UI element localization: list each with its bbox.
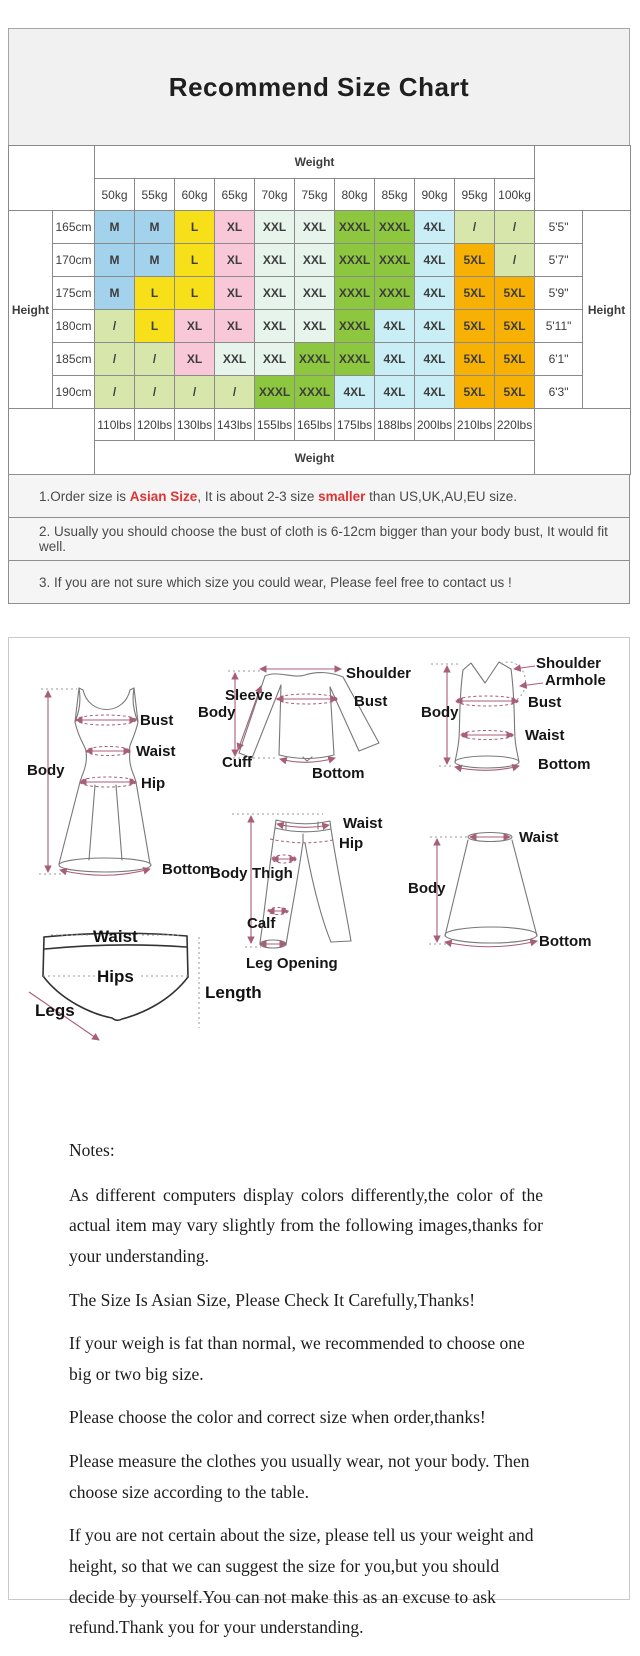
size-cell: /	[495, 244, 535, 277]
weight-header-bottom: Weight	[95, 441, 535, 475]
dress-body-label: Body	[27, 762, 65, 779]
size-cell: XXL	[295, 310, 335, 343]
pants-body-label: Body	[210, 865, 248, 882]
size-cell: /	[95, 343, 135, 376]
notes-heading: Notes:	[69, 1140, 115, 1160]
size-cell: XL	[175, 310, 215, 343]
vest-body-label: Body	[421, 704, 459, 721]
height-cm-cell: 185cm	[53, 343, 95, 376]
order-note-1	[8, 474, 630, 518]
weight-lbs-cell: 155lbs	[255, 409, 295, 441]
size-cell: 4XL	[415, 343, 455, 376]
height-ft-cell: 6'3"	[535, 376, 583, 409]
order-note-text	[39, 575, 512, 590]
shirt-bottom-label: Bottom	[312, 765, 365, 782]
weight-lbs-cell: 210lbs	[455, 409, 495, 441]
size-cell: M	[95, 211, 135, 244]
order-note-highlight: Asian Size	[129, 488, 198, 504]
notes-paragraphs	[69, 1180, 543, 1643]
size-cell: /	[175, 376, 215, 409]
note-paragraph: The Size Is Asian Size, Please Check It Carefully,Thanks!	[69, 1289, 476, 1310]
note-paragraph: If your weigh is fat than normal, we recommended to choose one big or two big size.	[69, 1333, 525, 1384]
height-ft-cell: 6'1"	[535, 343, 583, 376]
weight-lbs-cell: 220lbs	[495, 409, 535, 441]
note-paragraph: Please measure the clothes you usually wear, not your body. Then choose size according to the table.	[69, 1451, 530, 1502]
skirt-bottom-label: Bottom	[539, 933, 592, 950]
briefs-diagram	[29, 927, 262, 1040]
note-paragraph: Please choose the color and correct size when order,thanks!	[69, 1407, 486, 1428]
order-note-highlight: smaller	[318, 488, 366, 504]
dress-diagram	[27, 688, 215, 878]
measurement-diagrams	[9, 638, 629, 1068]
vest-bottom-label: Bottom	[538, 756, 591, 773]
size-cell: 4XL	[335, 376, 375, 409]
size-cell: XXL	[215, 343, 255, 376]
skirt-body-label: Body	[408, 880, 446, 897]
height-ft-cell: 5'11"	[535, 310, 583, 343]
dress-waist-label: Waist	[136, 743, 176, 760]
size-cell: 4XL	[375, 343, 415, 376]
size-cell: XXXL	[335, 244, 375, 277]
weight-kg-cell: 70kg	[255, 179, 295, 211]
table-corner-top-left	[9, 146, 95, 211]
table-corner-top-right	[535, 146, 631, 211]
note-paragraph: As different computers display colors differently,the color of the actual item may vary slightly from the following images,thanks for your understanding.	[69, 1184, 543, 1266]
briefs-waist-label: Waist	[93, 927, 138, 946]
size-cell: XL	[215, 211, 255, 244]
size-cell: L	[175, 211, 215, 244]
size-cell: XXL	[255, 277, 295, 310]
weight-lbs-cell: 120lbs	[135, 409, 175, 441]
bottom-notes-section	[69, 1135, 543, 1656]
briefs-legs-label: Legs	[35, 1001, 75, 1020]
size-cell: 5XL	[495, 277, 535, 310]
size-cell: 5XL	[455, 277, 495, 310]
pants-waist-label: Waist	[343, 815, 383, 832]
weight-header-top: Weight	[95, 146, 535, 179]
shirt-cuff-label: Cuff	[222, 754, 252, 771]
size-cell: XXL	[295, 277, 335, 310]
shirt-diagram	[198, 665, 411, 782]
size-cell: XXXL	[295, 376, 335, 409]
height-cm-cell: 180cm	[53, 310, 95, 343]
height-ft-cell: 5'7"	[535, 244, 583, 277]
weight-kg-cell: 60kg	[175, 179, 215, 211]
weight-lbs-cell: 143lbs	[215, 409, 255, 441]
pants-diagram	[210, 814, 382, 972]
order-note-part: than US,UK,AU,EU size.	[365, 488, 517, 504]
size-cell: /	[135, 376, 175, 409]
weight-lbs-cell: 200lbs	[415, 409, 455, 441]
size-table-body	[9, 146, 631, 475]
order-note-part: 1.Order size is	[39, 488, 130, 504]
order-note-text	[39, 524, 629, 554]
note-paragraph: If you are not certain about the size, please tell us your weight and height, so that we can suggest the size for you,but you should decide by yourself.You can not make this as an excuse to ask refund.Thank you for your understanding.	[69, 1525, 534, 1638]
size-cell: L	[135, 277, 175, 310]
size-cell: 5XL	[455, 376, 495, 409]
vest-bust-label: Bust	[528, 694, 562, 711]
pants-hip-label: Hip	[339, 835, 364, 852]
shirt-body-label: Body	[198, 704, 236, 721]
weight-kg-cell: 55kg	[135, 179, 175, 211]
dress-bust-label: Bust	[140, 712, 174, 729]
height-cm-cell: 170cm	[53, 244, 95, 277]
vest-waist-label: Waist	[525, 727, 565, 744]
size-cell: XXXL	[255, 376, 295, 409]
size-cell: /	[95, 376, 135, 409]
vest-shoulder-label: Shoulder	[536, 655, 602, 672]
briefs-length-label: Length	[205, 983, 262, 1002]
height-ft-cell: 5'9"	[535, 277, 583, 310]
weight-kg-cell: 80kg	[335, 179, 375, 211]
size-cell: XXXL	[375, 244, 415, 277]
size-cell: /	[215, 376, 255, 409]
size-cell: XXL	[255, 343, 295, 376]
size-cell: M	[95, 244, 135, 277]
height-header-left: Height	[9, 211, 53, 409]
briefs-hips-label: Hips	[97, 967, 134, 986]
size-cell: /	[455, 211, 495, 244]
size-cell: XL	[215, 310, 255, 343]
weight-kg-cell: 65kg	[215, 179, 255, 211]
size-cell: L	[175, 244, 215, 277]
vest-diagram	[421, 655, 606, 773]
size-cell: 4XL	[415, 244, 455, 277]
weight-kg-cell: 85kg	[375, 179, 415, 211]
size-cell: /	[135, 343, 175, 376]
order-note-part: 3. If you are not sure which size you could wear, Please feel free to contact us !	[39, 574, 512, 590]
table-corner-bottom-right	[535, 409, 631, 475]
order-note-3	[8, 560, 630, 604]
size-cell: M	[95, 277, 135, 310]
weight-kg-cell: 95kg	[455, 179, 495, 211]
skirt-waist-label: Waist	[519, 829, 559, 846]
weight-kg-cell: 90kg	[415, 179, 455, 211]
weight-lbs-cell: 130lbs	[175, 409, 215, 441]
size-chart-table	[8, 145, 631, 475]
weight-lbs-cell: 188lbs	[375, 409, 415, 441]
weight-lbs-cell: 175lbs	[335, 409, 375, 441]
table-corner-bottom-left	[9, 409, 95, 475]
pants-calf-label: Calf	[247, 915, 276, 932]
size-cell: 5XL	[495, 343, 535, 376]
size-cell: XXL	[295, 211, 335, 244]
size-cell: XL	[215, 277, 255, 310]
size-cell: L	[175, 277, 215, 310]
weight-kg-cell: 50kg	[95, 179, 135, 211]
order-note-part: 2. Usually you should choose the bust of cloth is 6-12cm bigger than your body bust, It would fit well.	[39, 524, 608, 554]
weight-lbs-cell: 165lbs	[295, 409, 335, 441]
size-cell: 5XL	[495, 376, 535, 409]
height-cm-cell: 165cm	[53, 211, 95, 244]
size-cell: XXL	[255, 211, 295, 244]
height-cm-cell: 190cm	[53, 376, 95, 409]
skirt-diagram	[408, 829, 592, 950]
pants-thigh-label: Thigh	[252, 865, 293, 882]
size-cell: M	[135, 244, 175, 277]
order-note-2	[8, 517, 630, 561]
size-cell: 5XL	[455, 310, 495, 343]
size-cell: XXXL	[335, 310, 375, 343]
dress-bottom-label: Bottom	[162, 861, 215, 878]
size-cell: XXXL	[335, 211, 375, 244]
size-cell: 4XL	[375, 376, 415, 409]
weight-kg-cell: 100kg	[495, 179, 535, 211]
size-cell: 4XL	[375, 310, 415, 343]
size-cell: 5XL	[455, 244, 495, 277]
height-header-right: Height	[583, 211, 631, 409]
vest-armhole-label: Armhole	[545, 672, 606, 689]
page-title: Recommend Size Chart	[168, 71, 470, 102]
size-cell: M	[135, 211, 175, 244]
size-cell: XL	[215, 244, 255, 277]
size-cell: 5XL	[495, 310, 535, 343]
height-cm-cell: 175cm	[53, 277, 95, 310]
size-cell: XXXL	[375, 211, 415, 244]
size-cell: XL	[175, 343, 215, 376]
size-cell: 4XL	[415, 310, 455, 343]
size-cell: XXXL	[295, 343, 335, 376]
height-ft-cell: 5'5"	[535, 211, 583, 244]
weight-lbs-cell: 110lbs	[95, 409, 135, 441]
size-cell: L	[135, 310, 175, 343]
size-cell: XXL	[255, 244, 295, 277]
size-cell: XXXL	[375, 277, 415, 310]
weight-kg-cell: 75kg	[295, 179, 335, 211]
size-cell: 4XL	[415, 277, 455, 310]
size-cell: XXL	[255, 310, 295, 343]
size-cell: XXXL	[335, 277, 375, 310]
order-note-text	[39, 489, 517, 504]
shirt-shoulder-label: Shoulder	[346, 665, 412, 682]
shirt-sleeve-label: Sleeve	[225, 687, 273, 704]
shirt-bust-label: Bust	[354, 693, 388, 710]
size-cell: XXL	[295, 244, 335, 277]
measurement-section	[8, 637, 630, 1638]
size-cell: 4XL	[415, 376, 455, 409]
size-cell: 4XL	[415, 211, 455, 244]
pants-leg-opening-label: Leg Opening	[246, 955, 338, 972]
dress-hip-label: Hip	[141, 775, 166, 792]
title-box	[8, 28, 630, 146]
size-cell: 5XL	[455, 343, 495, 376]
size-cell: XXXL	[335, 343, 375, 376]
size-cell: /	[495, 211, 535, 244]
size-cell: /	[95, 310, 135, 343]
order-note-part: , It is about 2-3 size	[197, 488, 319, 504]
